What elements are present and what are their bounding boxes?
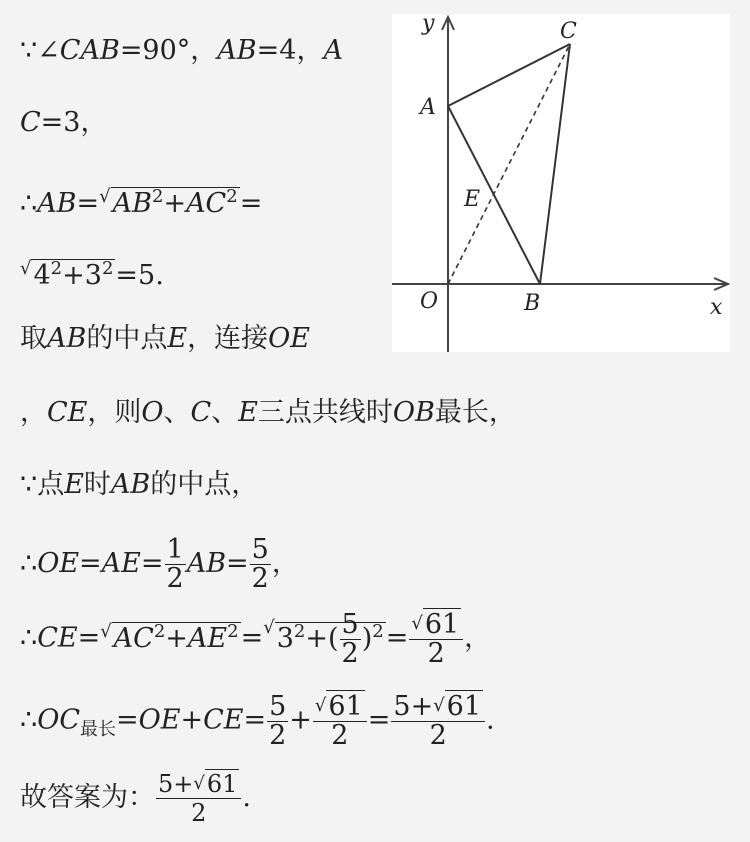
coordinate-figure: [392, 14, 730, 352]
segment-CB: [540, 44, 570, 284]
solution-line-6: ，CE，则O、C、E三点共线时OB最长，: [20, 397, 516, 428]
segment-AC: [448, 44, 570, 106]
label-x: x: [710, 295, 723, 320]
label-B: B: [524, 291, 541, 316]
solution-line-1: ∵∠CAB=90°，AB=4，A: [20, 35, 343, 66]
label-O: O: [420, 289, 439, 314]
solution-line-4: $^√4^2+3^2=5$.: [20, 258, 164, 291]
solution-line-8: ∴OE=AE= $\frac{1}{2}$ AB= $\frac{5}{2}$ ，: [20, 534, 299, 594]
solution-line-9: $\therefore CE=^√AC^2+AE^2=^√3^2+$( $\frac{5}{2}$ )$^2$= $\frac{^√61}{2}$ ，: [20, 608, 492, 669]
solution-line-3: $\therefore AB=^√AB^2+AC^2=$: [20, 186, 263, 219]
label-C: C: [560, 19, 577, 44]
label-E: E: [464, 187, 481, 212]
solution-line-7: ∵点E时AB的中点，: [20, 469, 259, 500]
segment-OC-dashed: [448, 44, 570, 284]
solution-line-5: 取AB的中点E，连接OE: [20, 323, 310, 354]
label-A: A: [420, 95, 436, 120]
solution-line-10: $\therefore OC_{最长}=OE+CE=$ $\frac{5}{2}$ + $\frac{^√61}{2}$ = $\frac{5+^√61}{2}$ .: [20, 690, 495, 751]
label-y: y: [422, 14, 435, 36]
solution-line-2: C=3，: [20, 107, 108, 138]
answer-line: 故答案为： $\frac{5+^√61}{2}$ .: [20, 770, 252, 827]
